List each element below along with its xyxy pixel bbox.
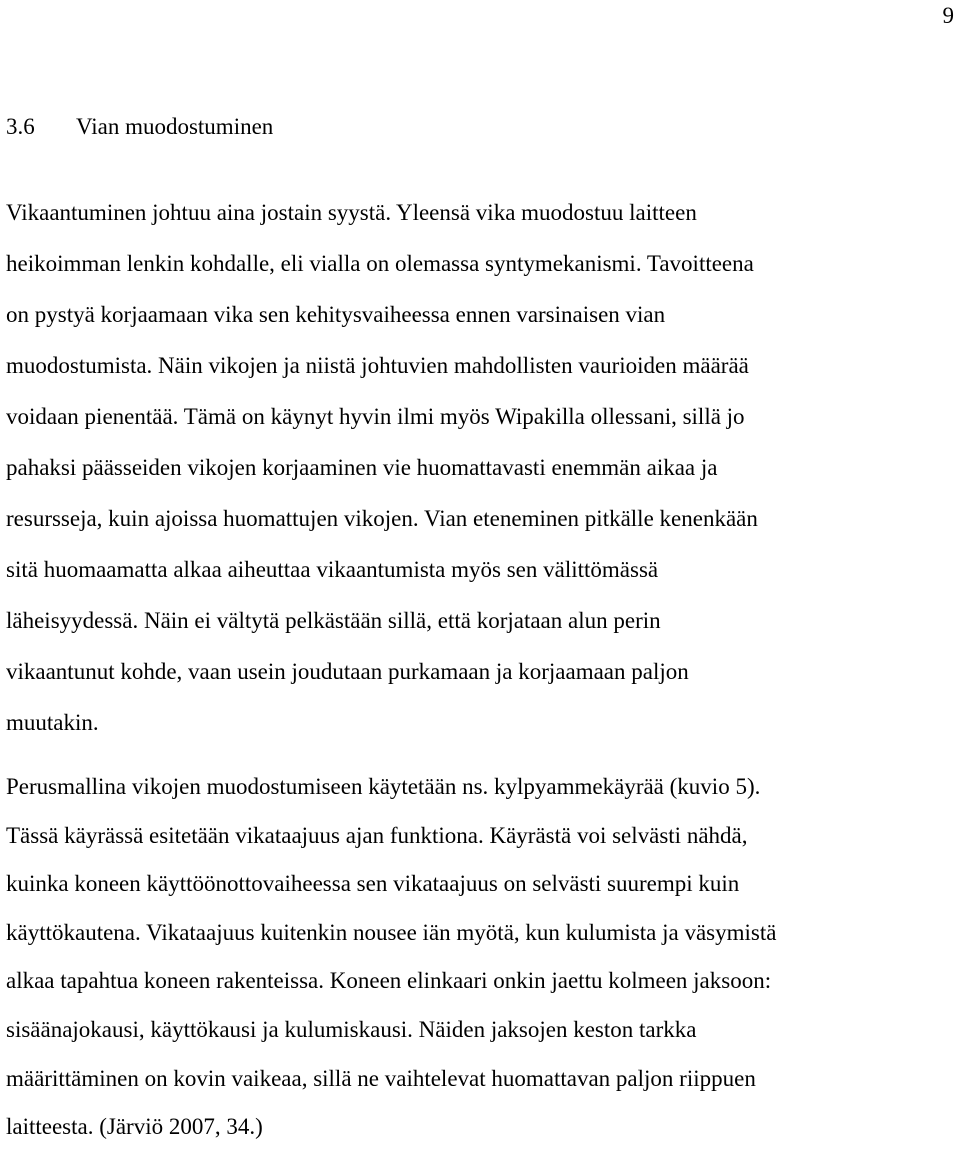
paragraph-line: vikaantunut kohde, vaan usein joudutaan purkamaan ja korjaamaan paljon [6, 659, 689, 684]
paragraph-line: käyttökautena. Vikataajuus kuitenkin nousee iän myötä, kun kulumista ja väsymistä [6, 919, 777, 945]
paragraph-line: on pystyä korjaamaan vika sen kehitysvaiheessa ennen varsinaisen vian [6, 302, 666, 327]
paragraph-line: Perusmallina vikojen muodostumiseen käytetään ns. kylpyammekäyrää (kuvio 5). [6, 774, 761, 799]
page-number: 9 [942, 3, 954, 28]
paragraph-2 [6, 763, 954, 1152]
paragraph-line: läheisyydessä. Näin ei vältytä pelkästään sillä, että korjataan alun perin [6, 608, 661, 633]
paragraph-1 [6, 187, 954, 748]
paragraph-line: muutakin. [6, 710, 99, 735]
paragraph-line: kuinka koneen käyttöönottovaiheessa sen vikataajuus on selvästi suurempi kuin [6, 871, 740, 897]
section-number: 3.6 [6, 114, 35, 139]
paragraph-line: sisäänajokausi, käyttökausi ja kulumiskausi. Näiden jaksojen keston tarkka [6, 1016, 697, 1042]
paragraph-line: alkaa tapahtua koneen rakenteissa. Koneen elinkaari onkin jaettu kolmeen jaksoon: [6, 968, 772, 994]
paragraph-line: muodostumista. Näin vikojen ja niistä johtuvien mahdollisten vaurioiden määrää [6, 353, 749, 378]
paragraph-line: määrittäminen on kovin vaikeaa, sillä ne vaihtelevat huomattavan paljon riippuen [6, 1065, 756, 1091]
section-title: Vian muodostuminen [76, 114, 274, 139]
paragraph-line: Tässä käyrässä esitetään vikataajuus ajan funktiona. Käyrästä voi selvästi nähdä, [6, 822, 748, 848]
paragraph-line: laitteesta. (Järviö 2007, 34.) [6, 1114, 263, 1140]
paragraph-line: resursseja, kuin ajoissa huomattujen vikojen. Vian eteneminen pitkälle kenenkään [6, 506, 758, 531]
paragraph-line: voidaan pienentää. Tämä on käynyt hyvin ilmi myös Wipakilla ollessani, sillä jo [6, 404, 745, 429]
paragraph-line: Vikaantuminen johtuu aina jostain syystä. Yleensä vika muodostuu laitteen [6, 200, 697, 225]
section-heading [6, 112, 273, 142]
paragraph-line: pahaksi päässeiden vikojen korjaaminen vie huomattavasti enemmän aikaa ja [6, 455, 718, 480]
paragraph-line: heikoimman lenkin kohdalle, eli vialla on olemassa syntymekanismi. Tavoitteena [6, 251, 754, 276]
paragraph-line: sitä huomaamatta alkaa aiheuttaa vikaantumista myös sen välittömässä [6, 557, 659, 582]
